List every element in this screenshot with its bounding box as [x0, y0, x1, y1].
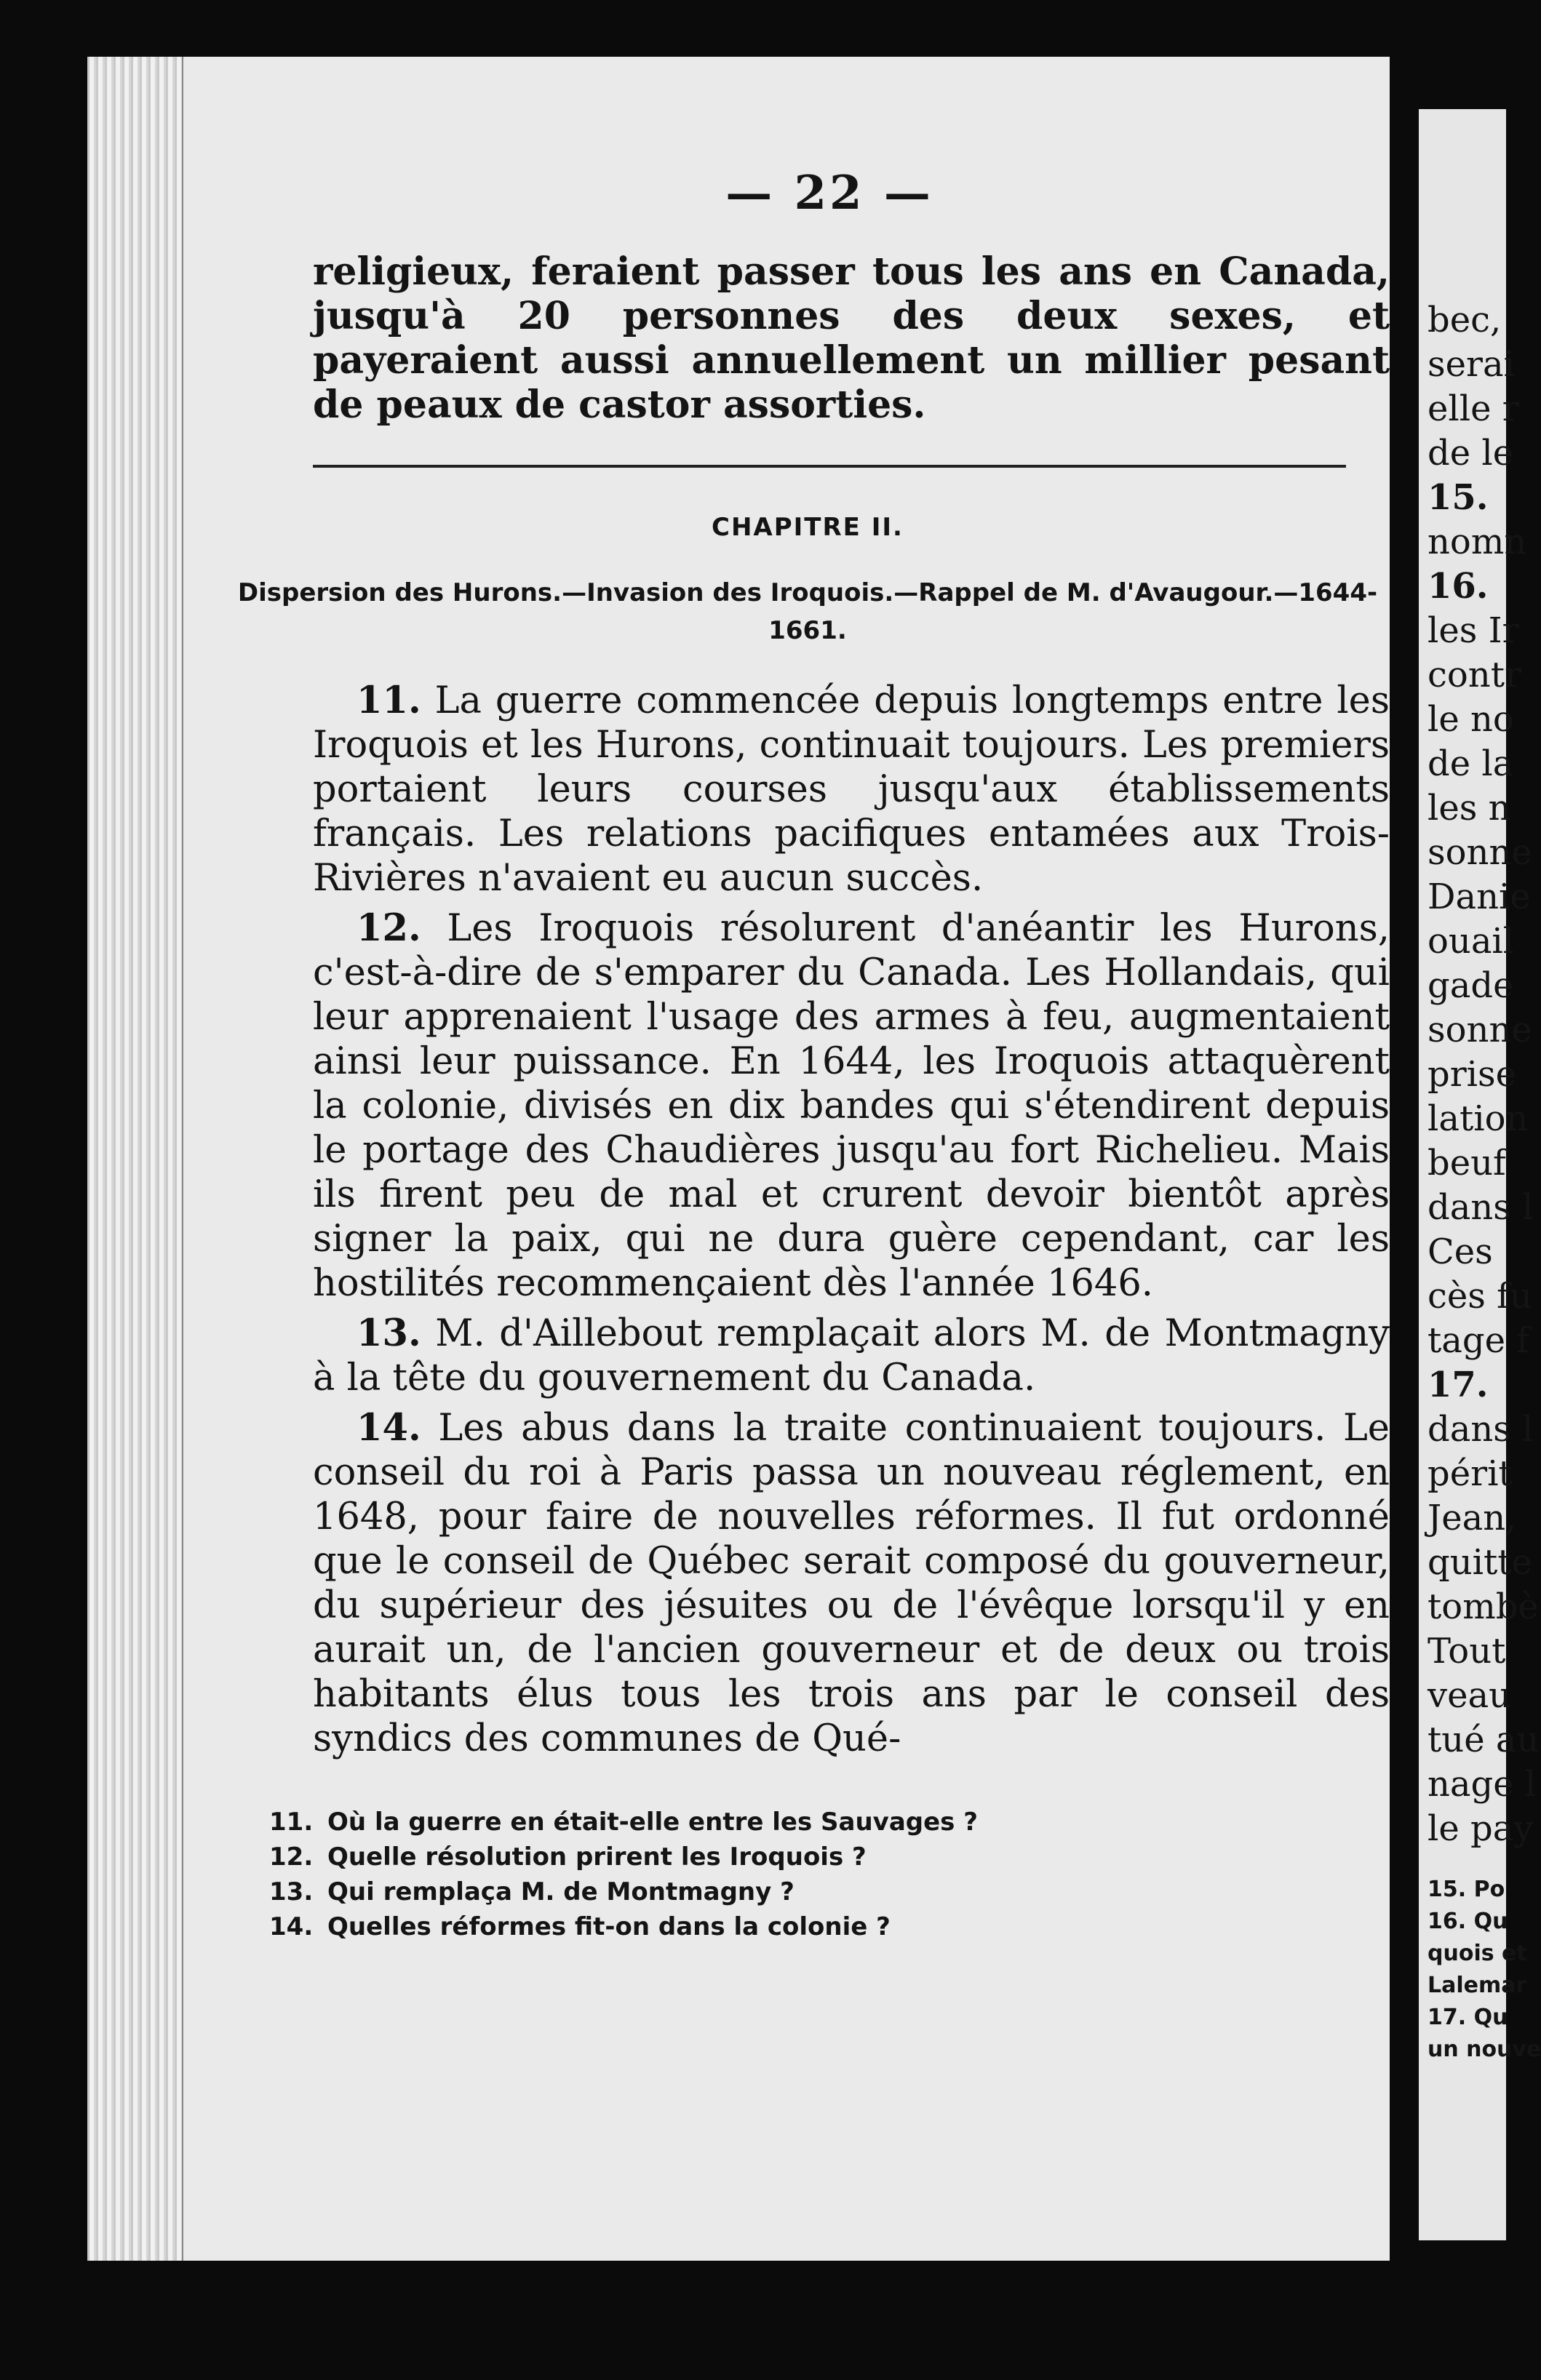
right-page-line: Tout — [1427, 1631, 1506, 1672]
question-item: 12. Quelle résolution prirent les Iroquois ? — [269, 1842, 867, 1872]
right-page-line: tué au — [1427, 1720, 1540, 1760]
right-page-line: lation — [1427, 1098, 1529, 1139]
paragraph-text: M. d'Aillebout remplaçait alors M. de Montmagny à la tête du gouvernement du Canada. — [313, 1312, 1390, 1399]
chapter-subtitle: Dispersion des Hurons.—Invasion des Iroquois.—Rappel de M. d'Avaugour.—1644-1661. — [237, 578, 1378, 645]
right-page-line: beuf — [1427, 1143, 1506, 1183]
right-page-line: sonne — [1427, 832, 1532, 873]
right-page-line: bec, — [1427, 300, 1502, 340]
question-item: 14. Quelles réformes fit-on dans la colonie ? — [269, 1912, 891, 1941]
right-page-line: le no — [1427, 699, 1514, 740]
right-page-question: 16. Qu — [1427, 1909, 1508, 1934]
right-page-line: de la — [1427, 743, 1514, 784]
paragraph-text: Les Iroquois résolurent d'anéantir les Hurons, c'est-à-dire de s'emparer du Canada. Les Hollandais, qui leur apprenaient l'usage des armes à feu, augmentaient ainsi leur puissance. En 1644, les Iroquois attaquèrent la colonie, divisés en dix bandes qui s'étendirent depuis le portage des Chaudières jusqu'au fort Richelieu. Mais ils firent peu de mal et crurent devoir bientôt après signer la paix, qui ne dura guère cependant, car les hostilités recommençaient dès l'année 1646. — [313, 907, 1390, 1305]
right-page-line: 16. — [1427, 566, 1489, 607]
right-page-question: quois et — [1427, 1941, 1527, 1966]
paragraph-14 — [313, 1406, 1390, 1761]
paragraph-text: Les abus dans la traite continuaient toujours. Le conseil du roi à Paris passa un nouveau réglement, en 1648, pour faire de nouvelles réformes. Il fut ordonné que le conseil de Québec serait composé du gouverneur, du supérieur des jésuites ou de l'évêque lorsqu'il y en aurait un, de l'ancien gouverneur et de deux ou trois habitants élus tous les trois ans par le conseil des syndics des communes de Qué- — [313, 1407, 1390, 1760]
paragraph-number: 12. — [357, 906, 421, 950]
right-page-line: veau — [1427, 1675, 1512, 1716]
right-page-question: 15. Po — [1427, 1877, 1505, 1902]
question-item: 13. Qui remplaça M. de Montmagny ? — [269, 1877, 795, 1906]
page-content — [237, 166, 1390, 1944]
right-page-line: quitte — [1427, 1542, 1532, 1583]
right-page-line: cès fu — [1427, 1276, 1532, 1317]
page-edge — [87, 57, 183, 2261]
paragraph-number: 11. — [357, 679, 421, 722]
right-page-line: 15. — [1427, 477, 1489, 518]
right-page-line: tage f — [1427, 1320, 1530, 1361]
review-questions — [269, 1805, 1390, 1944]
paragraph-13 — [313, 1311, 1390, 1400]
section-divider — [313, 465, 1346, 468]
right-page-line: sonne — [1427, 1010, 1532, 1050]
right-page-line: dans l — [1427, 1187, 1534, 1228]
right-page-line: tombè — [1427, 1586, 1539, 1627]
right-page-question: 17. Qu — [1427, 2005, 1508, 2030]
right-page-line: les n — [1427, 788, 1511, 828]
intro-paragraph: religieux, feraient passer tous les ans en Canada, jusqu'à 20 personnes des deux sexes, et payeraient aussi annuellement un millier pesant de peaux de castor assorties. — [313, 249, 1390, 427]
right-page-line: nomn — [1427, 522, 1527, 562]
chapter-heading: CHAPITRE II. — [712, 513, 904, 542]
paragraph-12 — [313, 906, 1390, 1306]
right-page-line: contr — [1427, 655, 1521, 695]
right-page-line: Ces — [1427, 1231, 1493, 1272]
paragraph-number: 13. — [357, 1311, 421, 1355]
right-page-line: 17. — [1427, 1365, 1489, 1405]
right-page-line: serai — [1427, 344, 1515, 385]
right-page-fragment — [1419, 109, 1541, 2240]
right-page-line: gade — [1427, 965, 1514, 1006]
paragraph-text: La guerre commencée depuis longtemps entre les Iroquois et les Hurons, continuait toujours. Les premiers portaient leurs courses jusqu'aux établissements français. Les relations pacifiques entamées aux Trois-Rivières n'avaient eu aucun succès. — [313, 679, 1390, 900]
question-item: 11. Où la guerre en était-elle entre les Sauvages ? — [269, 1808, 978, 1837]
paragraph-11 — [313, 679, 1390, 901]
right-page-line: de le — [1427, 433, 1514, 474]
right-page-line: les Ir — [1427, 610, 1519, 651]
right-page-line: elle r — [1427, 388, 1519, 429]
left-page — [87, 57, 1390, 2261]
right-page-line: périt — [1427, 1453, 1513, 1494]
paragraph-number: 14. — [357, 1406, 421, 1450]
right-page-line: nage l — [1427, 1764, 1537, 1805]
right-page-question: Lalemar — [1427, 1973, 1527, 1998]
page-number: — 22 — — [725, 166, 933, 220]
right-page-line: Danie — [1427, 876, 1531, 917]
right-page-line: Jean, — [1427, 1498, 1517, 1538]
right-page-line: le pay — [1427, 1808, 1534, 1849]
right-page-line: ouail — [1427, 921, 1515, 962]
right-page-line: prise — [1427, 1054, 1517, 1095]
right-page-question: un nouve — [1427, 2037, 1541, 2062]
right-page-line: dans l — [1427, 1409, 1534, 1450]
